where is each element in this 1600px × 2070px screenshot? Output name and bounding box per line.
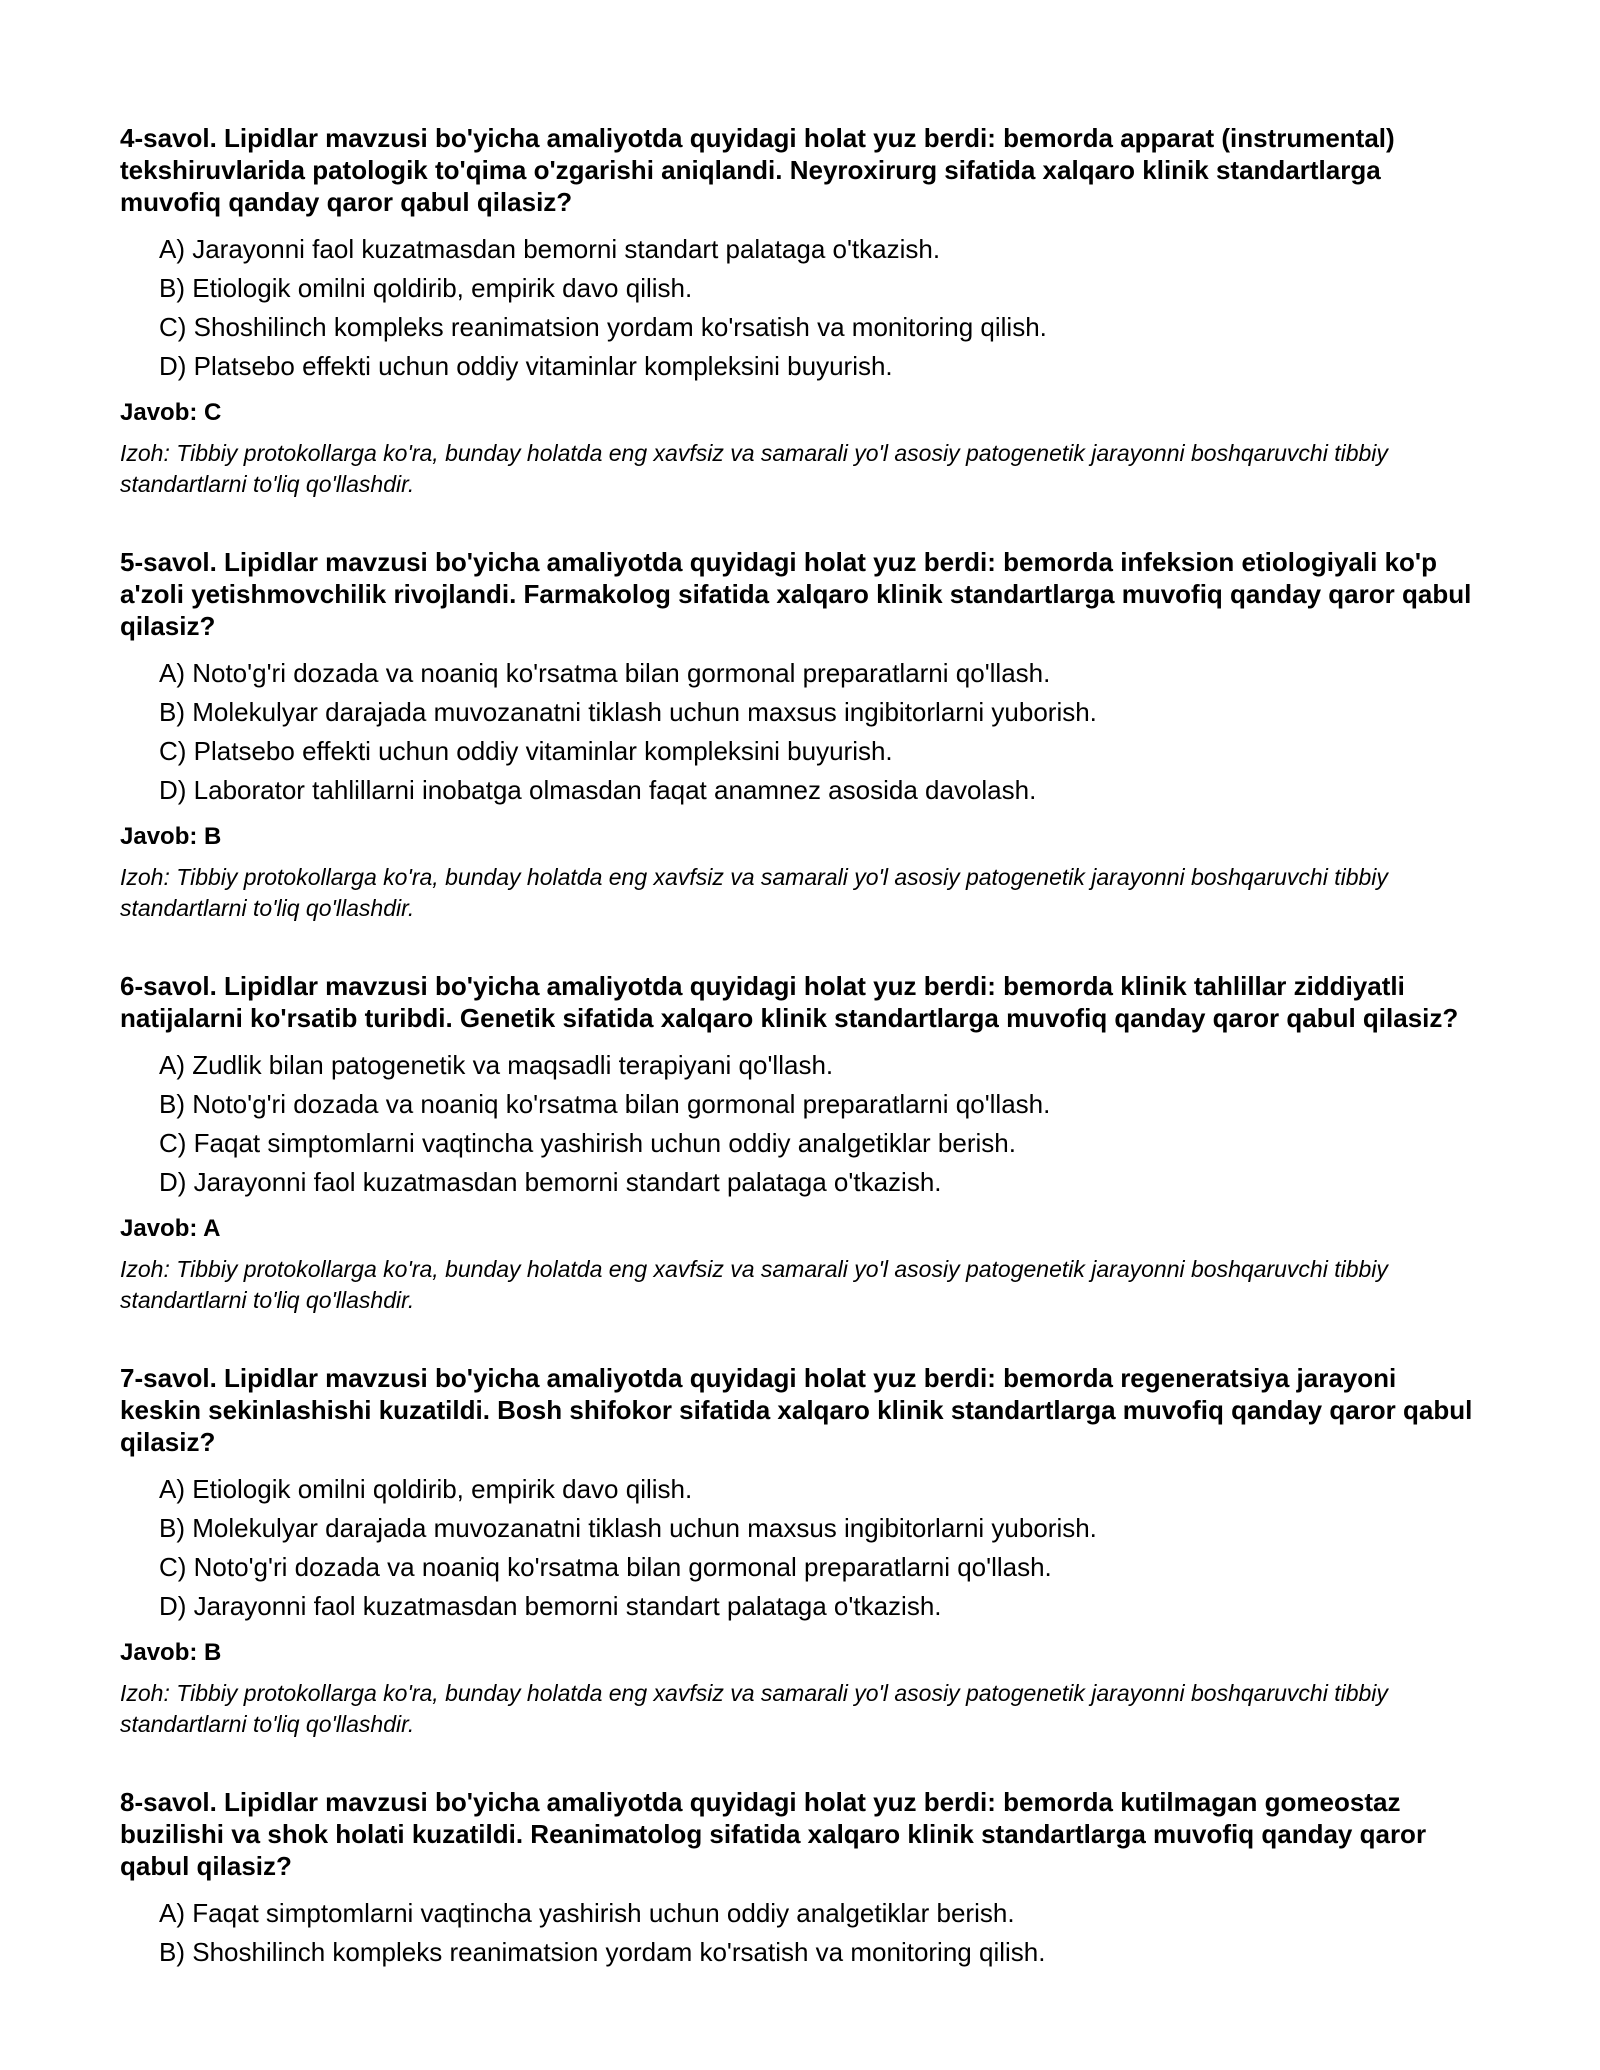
option-a: A) Faqat simptomlarni vaqtincha yashirish uchun oddiy analgetiklar berish.: [159, 1898, 1015, 1928]
option-b: B) Shoshilinch kompleks reanimatsion yordam ko'rsatish va monitoring qilish.: [159, 1937, 1046, 1967]
option-c: C) Platsebo effekti uchun oddiy vitaminlar kompleksini buyurish.: [159, 736, 893, 766]
option-c: C) Faqat simptomlarni vaqtincha yashirish uchun oddiy analgetiklar berish.: [159, 1128, 1016, 1158]
option-a: A) Zudlik bilan patogenetik va maqsadli terapiyani qo'llash.: [159, 1050, 834, 1080]
question-title: 6-savol. Lipidlar mavzusi bo'yicha amaliyotda quyidagi holat yuz berdi: bemorda klinik tahlillar ziddiyatli natijalarni ko'rsatib turibdi. Genetik sifatida xalqaro klinik standartlarga muvofiq qanday qaror qabul qilasiz?: [120, 971, 1459, 1033]
question-title: 8-savol. Lipidlar mavzusi bo'yicha amaliyotda quyidagi holat yuz berdi: bemorda kutilmagan gomeostaz buzilishi va shok holati kuzatildi. Reanimatolog sifatida xalqaro klinik standartlarga muvofiq qanday qaror qabul qilasiz?: [120, 1787, 1427, 1881]
option-c: C) Shoshilinch kompleks reanimatsion yordam ko'rsatish va monitoring qilish.: [159, 312, 1047, 342]
option-d: D) Platsebo effekti uchun oddiy vitaminlar kompleksini buyurish.: [159, 351, 893, 381]
explanation-note: Izoh: Tibbiy protokollarga ko'ra, bunday holatda eng xavfsiz va samarali yo'l asosiy patogenetik jarayonni boshqaruvchi tibbiy standartlarni to'liq qo'llashdir.: [120, 1256, 1388, 1313]
question-7: [120, 1362, 1480, 1740]
option-b: B) Etiologik omilni qoldirib, empirik davo qilish.: [159, 273, 693, 303]
answer: Javob: C: [120, 399, 222, 426]
explanation-note: Izoh: Tibbiy protokollarga ko'ra, bunday holatda eng xavfsiz va samarali yo'l asosiy patogenetik jarayonni boshqaruvchi tibbiy standartlarni to'liq qo'llashdir.: [120, 440, 1388, 497]
question-8: [120, 1786, 1480, 1972]
option-b: B) Noto'g'ri dozada va noaniq ko'rsatma bilan gormonal preparatlarni qo'llash.: [159, 1089, 1051, 1119]
option-a: A) Jarayonni faol kuzatmasdan bemorni standart palataga o'tkazish.: [159, 234, 941, 264]
answer: Javob: B: [120, 823, 222, 850]
options-list: [120, 1894, 1480, 1972]
question-4: [120, 122, 1480, 500]
answer: Javob: B: [120, 1639, 222, 1666]
question-title: 4-savol. Lipidlar mavzusi bo'yicha amaliyotda quyidagi holat yuz berdi: bemorda apparat (instrumental) tekshiruvlarida patologik to'qima o'zgarishi aniqlandi. Neyroxirurg sifatida xalqaro klinik standartlarga muvofiq qanday qaror qabul qilasiz?: [120, 123, 1395, 217]
option-d: D) Jarayonni faol kuzatmasdan bemorni standart palataga o'tkazish.: [159, 1167, 942, 1197]
option-d: D) Laborator tahlillarni inobatga olmasdan faqat anamnez asosida davolash.: [159, 775, 1037, 805]
option-a: A) Etiologik omilni qoldirib, empirik davo qilish.: [159, 1474, 693, 1504]
answer: Javob: A: [120, 1215, 221, 1242]
question-6: [120, 970, 1480, 1316]
option-d: D) Jarayonni faol kuzatmasdan bemorni standart palataga o'tkazish.: [159, 1591, 942, 1621]
options-list: [120, 230, 1480, 386]
option-c: C) Noto'g'ri dozada va noaniq ko'rsatma bilan gormonal preparatlarni qo'llash.: [159, 1552, 1052, 1582]
option-b: B) Molekulyar darajada muvozanatni tiklash uchun maxsus ingibitorlarni yuborish.: [159, 697, 1097, 727]
document-page: [120, 122, 1480, 2018]
option-b: B) Molekulyar darajada muvozanatni tiklash uchun maxsus ingibitorlarni yuborish.: [159, 1513, 1097, 1543]
explanation-note: Izoh: Tibbiy protokollarga ko'ra, bunday holatda eng xavfsiz va samarali yo'l asosiy patogenetik jarayonni boshqaruvchi tibbiy standartlarni to'liq qo'llashdir.: [120, 1680, 1388, 1737]
question-title: 7-savol. Lipidlar mavzusi bo'yicha amaliyotda quyidagi holat yuz berdi: bemorda regeneratsiya jarayoni keskin sekinlashishi kuzatildi. Bosh shifokor sifatida xalqaro klinik standartlarga muvofiq qanday qaror qabul qilasiz?: [120, 1363, 1473, 1457]
question-5: [120, 546, 1480, 924]
option-a: A) Noto'g'ri dozada va noaniq ko'rsatma bilan gormonal preparatlarni qo'llash.: [159, 658, 1051, 688]
options-list: [120, 1470, 1480, 1626]
options-list: [120, 1046, 1480, 1202]
question-title: 5-savol. Lipidlar mavzusi bo'yicha amaliyotda quyidagi holat yuz berdi: bemorda infeksion etiologiyali ko'p a'zoli yetishmovchilik rivojlandi. Farmakolog sifatida xalqaro klinik standartlarga muvofiq qanday qaror qabul qilasiz?: [120, 547, 1472, 641]
explanation-note: Izoh: Tibbiy protokollarga ko'ra, bunday holatda eng xavfsiz va samarali yo'l asosiy patogenetik jarayonni boshqaruvchi tibbiy standartlarni to'liq qo'llashdir.: [120, 864, 1388, 921]
options-list: [120, 654, 1480, 810]
